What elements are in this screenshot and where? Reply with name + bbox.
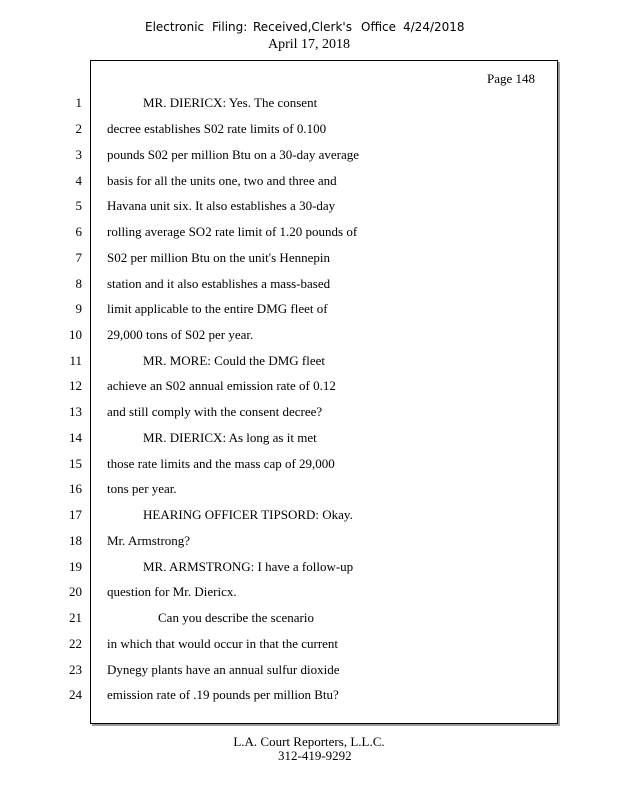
line-number: 1 — [75, 95, 82, 110]
line-number: 9 — [75, 301, 82, 316]
line-number: 2 — [75, 121, 82, 136]
page-number: Page 148 — [487, 71, 536, 86]
line-text: MR. DIERICX: As long as it met — [143, 430, 317, 445]
line-text: 29,000 tons of S02 per year. — [107, 327, 254, 342]
line-text: S02 per million Btu on the unit's Hennepin — [107, 250, 330, 265]
line-text: Dynegy plants have an annual sulfur dioxide — [107, 662, 340, 677]
line-text: station and it also establishes a mass-based — [107, 276, 331, 291]
line-text: achieve an S02 annual emission rate of 0.12 — [107, 378, 336, 393]
line-text: MR. MORE: Could the DMG fleet — [143, 353, 325, 368]
line-text: Can you describe the scenario — [158, 610, 314, 625]
line-number: 24 — [69, 687, 82, 702]
line-number: 7 — [75, 250, 82, 265]
line-text: pounds S02 per million Btu on a 30-day average — [107, 147, 360, 162]
line-number: 6 — [75, 224, 82, 239]
line-number: 11 — [69, 353, 82, 368]
line-number: 22 — [69, 636, 82, 651]
line-number: 23 — [69, 662, 82, 677]
line-text: Mr. Armstrong? — [107, 533, 191, 548]
line-text: in which that would occur in that the current — [107, 636, 339, 651]
transcript-date: April 17, 2018 — [267, 37, 351, 52]
line-text: limit applicable to the entire DMG fleet of — [107, 301, 328, 316]
footer-phone: 312-419-9292 — [278, 748, 352, 763]
line-number: 10 — [69, 327, 82, 342]
line-number: 12 — [69, 378, 82, 393]
line-number: 18 — [69, 533, 82, 548]
line-text: and still comply with the consent decree? — [107, 404, 323, 419]
stamp-date: 4/24/2018 — [403, 20, 465, 34]
stamp-electronic: Electronic — [145, 20, 205, 34]
line-number: 3 — [75, 147, 82, 162]
line-text: MR. ARMSTRONG: I have a follow-up — [143, 559, 354, 574]
line-text: those rate limits and the mass cap of 29,000 — [107, 456, 335, 471]
stamp-filing: Filing: — [212, 20, 248, 34]
stamp-office: Office — [361, 20, 397, 34]
footer-company: L.A. Court Reporters, L.L.C. — [233, 734, 385, 749]
line-number: 16 — [69, 481, 82, 496]
line-number: 4 — [75, 173, 82, 188]
line-number: 5 — [75, 198, 82, 213]
stamp-received-clerks: Received,Clerk's — [253, 20, 352, 34]
line-number: 17 — [69, 507, 82, 522]
line-text: basis for all the units one, two and three and — [107, 173, 337, 188]
line-text: Havana unit six. It also establishes a 30-day — [107, 198, 336, 213]
line-number: 21 — [69, 610, 82, 625]
line-number: 20 — [69, 584, 82, 599]
line-text: decree establishes S02 rate limits of 0.100 — [107, 121, 327, 136]
line-number: 8 — [75, 276, 82, 291]
line-text: tons per year. — [107, 481, 177, 496]
line-text: HEARING OFFICER TIPSORD: Okay. — [143, 507, 353, 522]
line-number: 19 — [69, 559, 82, 574]
line-number: 13 — [69, 404, 82, 419]
line-text: rolling average SO2 rate limit of 1.20 pounds of — [107, 224, 358, 239]
line-text: MR. DIERICX: Yes. The consent — [143, 95, 318, 110]
line-text: question for Mr. Diericx. — [107, 584, 237, 599]
line-text: emission rate of .19 pounds per million Btu? — [107, 687, 339, 702]
line-number: 15 — [69, 456, 82, 471]
line-number: 14 — [69, 430, 82, 445]
